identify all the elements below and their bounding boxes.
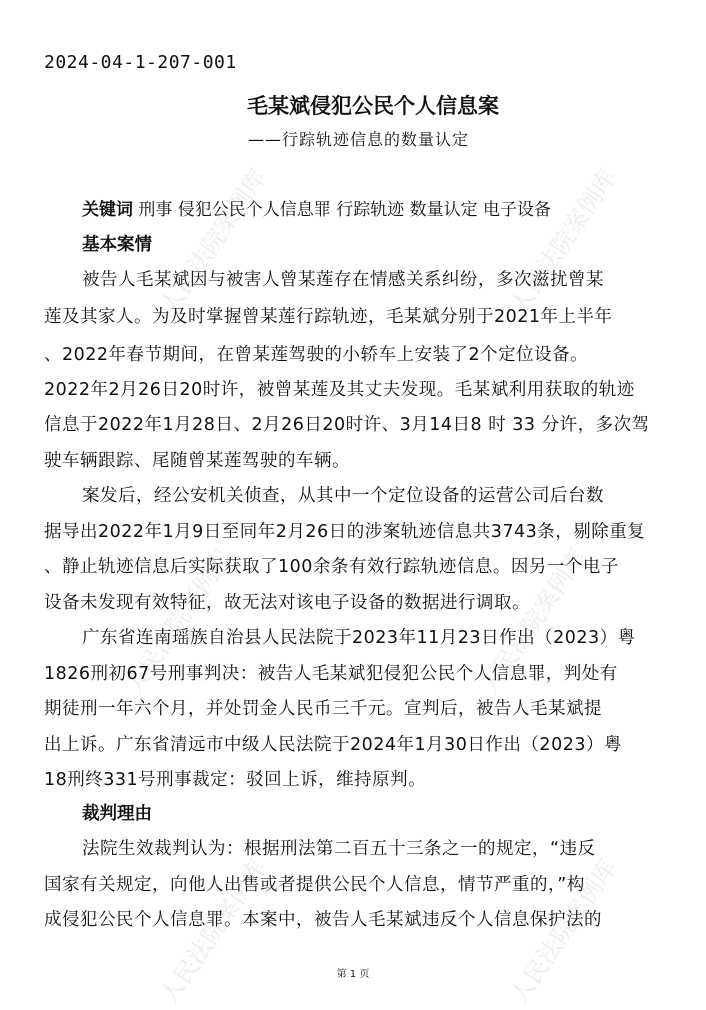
paragraph-line: 1826刑初67号刑事判决：被告人毛某斌犯侵犯公民个人信息罪，判处有 <box>44 664 618 684</box>
case-number: 2024-04-1-207-001 <box>44 52 237 73</box>
watermark: 人民法院案例库 <box>504 854 623 1010</box>
paragraph-line: 2022年2月26日20时许，被曾某莲及其丈夫发现。毛某斌利用获取的轨迹 <box>44 380 635 400</box>
watermark: 人民法院案例库 <box>119 544 238 700</box>
watermark: 人民法院案例库 <box>154 854 273 1010</box>
keywords-line <box>82 195 551 220</box>
watermark: 人民法院案例库 <box>474 544 593 700</box>
paragraph-line: 出上诉。广东省清远市中级人民法院于2024年1月30日作出（2023）粤 <box>44 735 622 755</box>
paragraph-line: 驶车辆跟踪、尾随曾某莲驾驶的车辆。 <box>44 451 350 471</box>
page-title: 毛某斌侵犯公民个人信息案 <box>247 94 499 118</box>
paragraph-line: 成侵犯公民个人信息罪。本案中，被告人毛某斌违反个人信息保护法的 <box>44 910 602 930</box>
paragraph-line: 莲及其家人。为及时掌握曾某莲行踪轨迹，毛某斌分别于2021年上半年 <box>44 307 613 327</box>
paragraph-line: 国家有关规定，向他人出售或者提供公民个人信息，情节严重的，”构 <box>44 875 585 895</box>
section-heading-reasons: 裁判理由 <box>82 804 152 824</box>
paragraph-line: 信息于2022年1月28日、2月26日20时许、3月14日8 时 33 分许，多次驾 <box>44 415 650 435</box>
keywords-terms: 刑事 侵犯公民个人信息罪 行踪轨迹 数量认定 电子设备 <box>138 200 552 220</box>
paragraph-line: 案发后，经公安机关侦查，从其中一个定位设备的运营公司后台数 <box>82 486 604 506</box>
watermark: 人民法院案例库 <box>504 164 623 320</box>
paragraph-line: 法院生效裁判认为：根据刑法第二百五十三条之一的规定，“违反 <box>82 839 596 859</box>
watermark: 人民法院案例库 <box>154 164 273 320</box>
paragraph-line: 据导出2022年1月9日至同年2月26日的涉案轨迹信息共3743条，剔除重复 <box>44 522 646 542</box>
paragraph-line: 设备未发现有效特征，故无法对该电子设备的数据进行调取。 <box>44 593 530 613</box>
page-number: 第 1 页 <box>336 969 370 980</box>
paragraph-line: 18刑终331号刑事裁定：驳回上诉，维持原判。 <box>44 770 427 790</box>
page-subtitle: ——行踪轨迹信息的数量认定 <box>248 130 470 149</box>
paragraph-line: 期徒刑一年六个月，并处罚金人民币三千元。宣判后，被告人毛某斌提 <box>44 699 602 719</box>
paragraph-line: 被告人毛某斌因与被害人曾某莲存在情感关系纠纷，多次滋扰曾某 <box>82 270 604 290</box>
section-heading-facts: 基本案情 <box>82 235 152 255</box>
paragraph-line: 广东省连南瑶族自治县人民法院于2023年11月23日作出（2023）粤 <box>82 628 636 648</box>
paragraph-line: 、2022年春节期间，在曾某莲驾驶的小轿车上安装了2个定位设备。 <box>44 345 589 365</box>
keywords-label: 关键词 <box>82 200 133 220</box>
paragraph-line: 、静止轨迹信息后实际获取了100余条有效行踪轨迹信息。因另一个电子 <box>44 557 619 577</box>
